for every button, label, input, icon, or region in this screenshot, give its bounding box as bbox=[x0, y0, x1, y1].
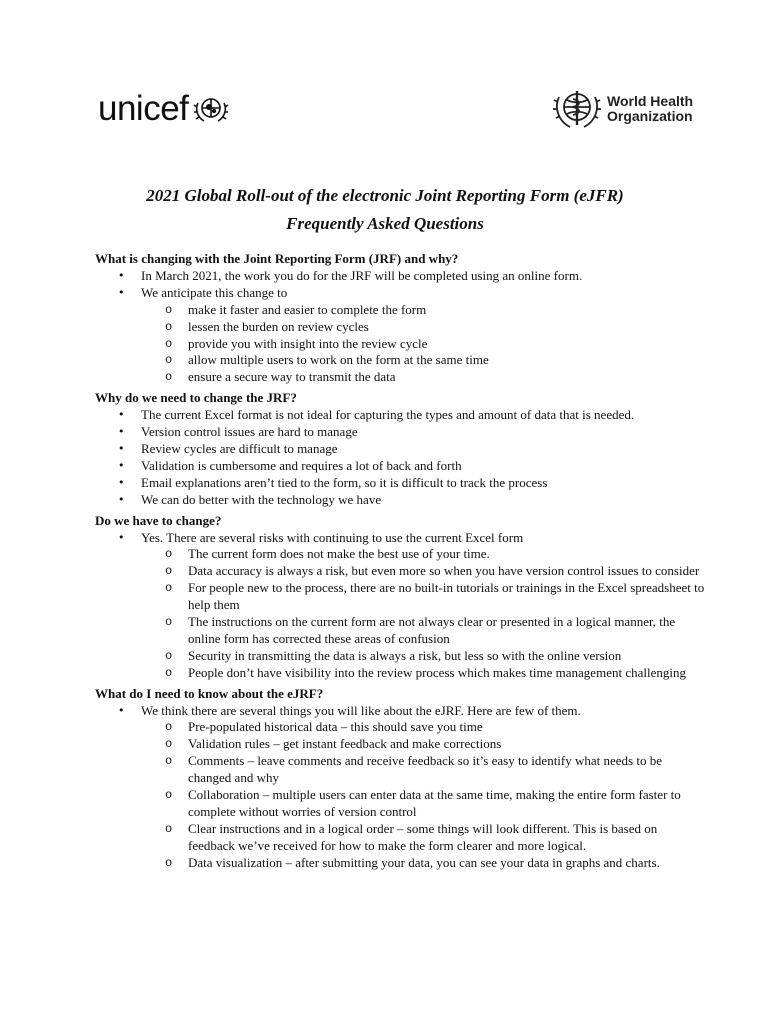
unicef-emblem-icon bbox=[192, 93, 230, 125]
who-name-line1: World Health bbox=[607, 93, 694, 109]
sub-list bbox=[141, 302, 705, 387]
list-item bbox=[95, 703, 705, 872]
list-item: • Email explanations aren’t tied to the form, so it is difficult to track the process bbox=[95, 475, 705, 492]
sub-list-item: o lessen the burden on review cycles bbox=[141, 319, 705, 336]
who-emblem-icon bbox=[552, 85, 602, 133]
sub-list-item: o People don’t have visibility into the review process which makes time management challenging bbox=[141, 665, 705, 682]
sub-list-item: o Collaboration – multiple users can enter data at the same time, making the entire form faster to complete without worries of version control bbox=[141, 787, 705, 821]
sub-list-item: o Clear instructions and in a logical order – some things will look different. This is based on feedback we’ve received for how to make the form clearer and more logical. bbox=[141, 821, 705, 855]
sub-list-item: o provide you with insight into the review cycle bbox=[141, 336, 705, 353]
list-item: • We can do better with the technology we have bbox=[95, 492, 705, 509]
sub-list-item: o ensure a secure way to transmit the data bbox=[141, 369, 705, 386]
list-item bbox=[95, 285, 705, 386]
faq-question: Why do we need to change the JRF? bbox=[95, 390, 297, 406]
title-line-1: 2021 Global Roll-out of the electronic Joint Reporting Form (eJFR) bbox=[146, 186, 624, 205]
sub-list-item: o Pre-populated historical data – this should save you time bbox=[141, 719, 705, 736]
faq-question: What is changing with the Joint Reporting Form (JRF) and why? bbox=[95, 251, 459, 266]
sub-list-item: o Data accuracy is always a risk, but even more so when you have version control issues to consider bbox=[141, 563, 705, 580]
list-item: • The current Excel format is not ideal for capturing the types and amount of data that is needed. bbox=[95, 407, 705, 424]
sub-list-item: o allow multiple users to work on the form at the same time bbox=[141, 352, 705, 369]
faq-question: Do we have to change? bbox=[95, 512, 222, 528]
faq-content bbox=[95, 251, 705, 876]
list-item bbox=[95, 530, 705, 682]
unicef-logo bbox=[98, 84, 230, 134]
answer-list bbox=[95, 703, 705, 872]
sub-list bbox=[141, 546, 705, 681]
sub-list-item: o For people new to the process, there are no built-in tutorials or trainings in the Excel spreadsheet to help them bbox=[141, 580, 705, 614]
title-line-2: Frequently Asked Questions bbox=[286, 214, 484, 233]
list-item-text: We anticipate this change to bbox=[141, 284, 288, 300]
sub-list-item: o Data visualization – after submitting your data, you can see your data in graphs and charts. bbox=[141, 855, 705, 872]
sub-list-item: o The instructions on the current form are not always clear or presented in a logical manner, the online form has corrected these areas of confusion bbox=[141, 614, 705, 648]
sub-list bbox=[141, 719, 705, 871]
who-logo bbox=[552, 85, 693, 133]
list-item-text: We think there are several things you will like about the eJRF. Here are few of them. bbox=[141, 702, 581, 718]
list-item: • Validation is cumbersome and requires a lot of back and forth bbox=[95, 458, 705, 475]
list-item: • In March 2021, the work you do for the JRF will be completed using an online form. bbox=[95, 268, 705, 285]
sub-list-item: o Security in transmitting the data is always a risk, but less so with the online version bbox=[141, 648, 705, 665]
answer-list bbox=[95, 530, 705, 682]
sub-list-item: o The current form does not make the best use of your time. bbox=[141, 546, 705, 563]
faq-question: What do I need to know about the eJRF? bbox=[95, 685, 324, 701]
sub-list-item: o Validation rules – get instant feedback and make corrections bbox=[141, 736, 705, 753]
list-item-text: Yes. There are several risks with continuing to use the current Excel form bbox=[141, 529, 524, 545]
sub-list-item: o make it faster and easier to complete the form bbox=[141, 302, 705, 319]
who-name-line2: Organization bbox=[607, 108, 693, 124]
list-item: • Version control issues are hard to manage bbox=[95, 424, 705, 441]
list-item: • Review cycles are difficult to manage bbox=[95, 441, 705, 458]
unicef-wordmark: unicef bbox=[98, 89, 189, 128]
answer-list bbox=[95, 407, 705, 508]
sub-list-item: o Comments – leave comments and receive feedback so it’s easy to identify what needs to be changed and why bbox=[141, 753, 705, 787]
answer-list bbox=[95, 268, 705, 386]
document-title bbox=[0, 182, 770, 238]
